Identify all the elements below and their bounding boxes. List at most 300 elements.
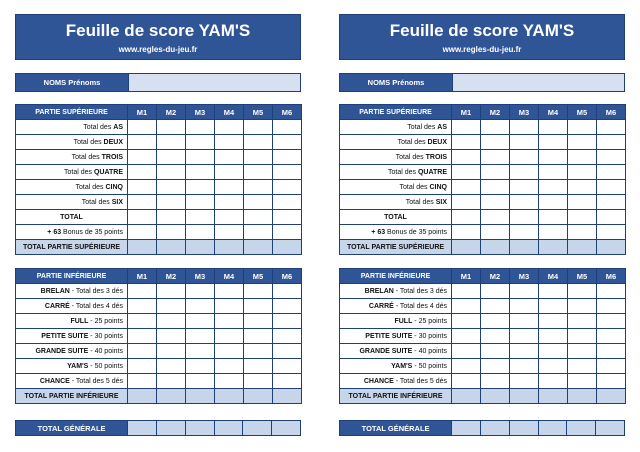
row-label-suffix: Bonus de 35 points (385, 228, 447, 236)
row-label-keyword: TROIS (101, 153, 123, 161)
score-cell[interactable] (481, 299, 510, 314)
score-cell[interactable] (244, 225, 273, 240)
score-cell[interactable] (273, 284, 302, 299)
score-cell[interactable] (244, 329, 273, 344)
row-label-keyword: CHANCE (39, 377, 70, 385)
score-cell[interactable] (510, 299, 539, 314)
score-cell[interactable] (481, 374, 510, 389)
row-label-prefix: Total des (405, 198, 436, 206)
score-cell[interactable] (157, 374, 186, 389)
row-label (340, 344, 452, 359)
score-cell[interactable] (510, 135, 539, 150)
score-cell[interactable] (186, 359, 215, 374)
score-cell[interactable] (539, 329, 568, 344)
score-cell[interactable] (128, 359, 157, 374)
total-cell[interactable] (452, 240, 481, 255)
score-cell[interactable] (452, 359, 481, 374)
row-label (340, 284, 452, 299)
score-row (340, 120, 626, 135)
score-cell[interactable] (128, 225, 157, 240)
row-label-suffix: - 25 points (88, 317, 123, 325)
score-row (340, 165, 626, 180)
score-row (340, 180, 626, 195)
score-cell[interactable] (244, 165, 273, 180)
total-cell[interactable] (244, 240, 273, 255)
score-cell[interactable] (215, 284, 244, 299)
score-cell[interactable] (186, 284, 215, 299)
row-label-suffix: - Total des 5 dés (393, 377, 447, 385)
score-cell[interactable] (215, 225, 244, 240)
score-cell[interactable] (452, 314, 481, 329)
grand-total-cell[interactable] (242, 421, 271, 435)
score-cell[interactable] (481, 180, 510, 195)
score-cell[interactable] (597, 120, 626, 135)
score-cell[interactable] (568, 329, 597, 344)
row-label (16, 210, 128, 225)
score-cell[interactable] (157, 329, 186, 344)
score-row (16, 120, 302, 135)
score-cell[interactable] (128, 284, 157, 299)
grand-total-cell[interactable] (538, 421, 567, 435)
score-cell[interactable] (244, 195, 273, 210)
row-label-prefix: Total des (399, 183, 430, 191)
score-cell[interactable] (244, 150, 273, 165)
score-cell[interactable] (128, 120, 157, 135)
score-cell[interactable] (128, 180, 157, 195)
score-cell[interactable] (128, 344, 157, 359)
score-cell[interactable] (510, 150, 539, 165)
score-cell[interactable] (539, 359, 568, 374)
score-cell[interactable] (568, 284, 597, 299)
score-cell[interactable] (157, 165, 186, 180)
row-label-suffix: - 50 points (412, 362, 447, 370)
row-label-keyword: BRELAN (40, 287, 70, 295)
score-cell[interactable] (186, 165, 215, 180)
score-cell[interactable] (568, 225, 597, 240)
row-label-prefix: Total des (407, 123, 438, 131)
score-cell[interactable] (186, 299, 215, 314)
score-cell[interactable] (597, 195, 626, 210)
score-cell[interactable] (157, 135, 186, 150)
score-cell[interactable] (510, 210, 539, 225)
player-column-header: M5 (568, 105, 597, 120)
score-cell[interactable] (481, 150, 510, 165)
row-label (340, 120, 452, 135)
row-label-prefix: Total des (397, 138, 428, 146)
total-cell[interactable] (568, 389, 597, 404)
grand-total-cell[interactable] (185, 421, 214, 435)
score-cell[interactable] (568, 210, 597, 225)
score-cell[interactable] (244, 180, 273, 195)
score-cell[interactable] (452, 180, 481, 195)
score-cell[interactable] (597, 180, 626, 195)
row-label-suffix: - 30 points (412, 332, 447, 340)
grand-total-row (15, 420, 301, 436)
total-cell[interactable] (452, 389, 481, 404)
sheet-title: Feuille de score YAM'S (389, 21, 575, 40)
row-label (340, 225, 452, 240)
score-row (340, 225, 626, 240)
total-cell[interactable] (481, 389, 510, 404)
score-cell[interactable] (539, 150, 568, 165)
grand-total-cell[interactable] (127, 421, 156, 435)
player-column-header: M4 (215, 269, 244, 284)
score-cell[interactable] (186, 344, 215, 359)
score-cell[interactable] (510, 374, 539, 389)
score-cell[interactable] (452, 150, 481, 165)
score-cell[interactable] (510, 359, 539, 374)
row-label (16, 359, 128, 374)
score-cell[interactable] (215, 195, 244, 210)
row-label-keyword: CHANCE (363, 377, 394, 385)
score-row (340, 374, 626, 389)
lower-section-table (15, 268, 302, 404)
score-cell[interactable] (539, 374, 568, 389)
score-cell[interactable] (157, 284, 186, 299)
row-label (16, 120, 128, 135)
score-cell[interactable] (128, 150, 157, 165)
row-label-prefix: Total des (63, 168, 94, 176)
score-cell[interactable] (273, 165, 302, 180)
total-cell[interactable] (597, 389, 626, 404)
score-cell[interactable] (597, 210, 626, 225)
score-cell[interactable] (273, 314, 302, 329)
section-header: PARTIE INFÉRIEURE (340, 269, 452, 284)
score-cell[interactable] (481, 120, 510, 135)
total-cell[interactable] (128, 389, 157, 404)
score-cell[interactable] (273, 180, 302, 195)
row-label (16, 284, 128, 299)
score-cell[interactable] (539, 314, 568, 329)
score-cell[interactable] (597, 284, 626, 299)
score-cell[interactable] (452, 225, 481, 240)
row-label-keyword: CARRÉ (44, 302, 70, 310)
names-label: NOMS Prénoms (16, 74, 128, 91)
total-cell[interactable] (510, 240, 539, 255)
total-cell[interactable] (273, 240, 302, 255)
row-label-keyword: AS (437, 123, 447, 131)
row-label-keyword: DEUX (427, 138, 447, 146)
score-cell[interactable] (128, 210, 157, 225)
score-cell[interactable] (568, 344, 597, 359)
score-cell[interactable] (597, 329, 626, 344)
score-cell[interactable] (273, 374, 302, 389)
score-cell[interactable] (244, 344, 273, 359)
total-cell[interactable] (539, 389, 568, 404)
score-row (16, 284, 302, 299)
score-cell[interactable] (157, 344, 186, 359)
score-cell[interactable] (157, 299, 186, 314)
section-header-row (340, 105, 626, 120)
grand-total-cell[interactable] (566, 421, 595, 435)
score-cell[interactable] (597, 374, 626, 389)
score-cell[interactable] (273, 195, 302, 210)
score-cell[interactable] (510, 180, 539, 195)
grand-total-label: TOTAL GÉNÉRALE (16, 421, 127, 435)
player-column-header: M3 (186, 269, 215, 284)
score-cell[interactable] (128, 299, 157, 314)
score-cell[interactable] (215, 344, 244, 359)
score-cell[interactable] (186, 135, 215, 150)
score-cell[interactable] (157, 150, 186, 165)
row-label (340, 210, 452, 225)
score-cell[interactable] (597, 299, 626, 314)
score-cell[interactable] (273, 135, 302, 150)
score-cell[interactable] (452, 210, 481, 225)
score-cell[interactable] (244, 135, 273, 150)
score-cell[interactable] (568, 135, 597, 150)
score-row (340, 299, 626, 314)
total-cell[interactable] (186, 240, 215, 255)
score-cell[interactable] (481, 359, 510, 374)
score-cell[interactable] (452, 165, 481, 180)
score-cell[interactable] (481, 344, 510, 359)
score-cell[interactable] (481, 329, 510, 344)
row-label-suffix: Bonus de 35 points (61, 228, 123, 236)
total-cell[interactable] (568, 240, 597, 255)
grand-total-cell[interactable] (214, 421, 243, 435)
player-column-header: M6 (597, 269, 626, 284)
score-cell[interactable] (157, 225, 186, 240)
score-cell[interactable] (186, 225, 215, 240)
total-cell[interactable] (510, 389, 539, 404)
score-cell[interactable] (215, 314, 244, 329)
score-cell[interactable] (510, 195, 539, 210)
row-label (340, 314, 452, 329)
score-cell[interactable] (128, 195, 157, 210)
total-cell[interactable] (244, 389, 273, 404)
score-cell[interactable] (128, 329, 157, 344)
total-cell[interactable] (157, 240, 186, 255)
score-cell[interactable] (568, 150, 597, 165)
total-cell[interactable] (128, 240, 157, 255)
score-cell[interactable] (510, 329, 539, 344)
score-cell[interactable] (510, 344, 539, 359)
score-cell[interactable] (186, 150, 215, 165)
score-cell[interactable] (452, 329, 481, 344)
score-cell[interactable] (597, 225, 626, 240)
grand-total-cell[interactable] (156, 421, 185, 435)
score-cell[interactable] (186, 195, 215, 210)
score-cell[interactable] (273, 344, 302, 359)
score-cell[interactable] (568, 359, 597, 374)
total-cell[interactable] (215, 240, 244, 255)
score-cell[interactable] (186, 210, 215, 225)
score-cell[interactable] (597, 165, 626, 180)
row-label-keyword: TOTAL (384, 213, 407, 221)
grand-total-label: TOTAL GÉNÉRALE (340, 421, 451, 435)
score-cell[interactable] (128, 314, 157, 329)
names-input[interactable] (452, 74, 624, 91)
grand-total-cell[interactable] (595, 421, 624, 435)
score-cell[interactable] (128, 135, 157, 150)
score-cell[interactable] (244, 299, 273, 314)
score-cell[interactable] (273, 359, 302, 374)
score-cell[interactable] (244, 359, 273, 374)
row-label-prefix: Total des (75, 183, 106, 191)
score-cell[interactable] (539, 299, 568, 314)
score-cell[interactable] (244, 374, 273, 389)
score-cell[interactable] (481, 135, 510, 150)
score-cell[interactable] (481, 225, 510, 240)
score-cell[interactable] (186, 329, 215, 344)
score-cell[interactable] (215, 359, 244, 374)
row-label-suffix: - 40 points (412, 347, 447, 355)
score-cell[interactable] (273, 329, 302, 344)
score-row (340, 359, 626, 374)
player-column-header: M3 (510, 269, 539, 284)
row-label (340, 165, 452, 180)
row-label-keyword: TROIS (425, 153, 447, 161)
score-cell[interactable] (568, 314, 597, 329)
score-cell[interactable] (597, 150, 626, 165)
score-row (340, 210, 626, 225)
section-header-row (16, 269, 302, 284)
score-cell[interactable] (273, 225, 302, 240)
row-label-keyword: SIX (435, 198, 447, 206)
score-cell[interactable] (452, 374, 481, 389)
score-cell[interactable] (244, 120, 273, 135)
score-cell[interactable] (157, 314, 186, 329)
score-cell[interactable] (215, 299, 244, 314)
score-cell[interactable] (568, 195, 597, 210)
score-cell[interactable] (481, 284, 510, 299)
score-cell[interactable] (510, 284, 539, 299)
score-cell[interactable] (510, 120, 539, 135)
score-cell[interactable] (539, 344, 568, 359)
row-label (16, 180, 128, 195)
score-cell[interactable] (452, 195, 481, 210)
total-cell[interactable] (597, 240, 626, 255)
score-cell[interactable] (215, 150, 244, 165)
score-cell[interactable] (568, 180, 597, 195)
row-label-prefix: Total des (395, 153, 426, 161)
score-cell[interactable] (539, 135, 568, 150)
grand-total-cell[interactable] (509, 421, 538, 435)
total-cell[interactable] (186, 389, 215, 404)
score-cell[interactable] (157, 120, 186, 135)
score-cell[interactable] (215, 120, 244, 135)
names-row (339, 73, 625, 92)
score-cell[interactable] (510, 165, 539, 180)
player-column-header: M5 (244, 269, 273, 284)
score-cell[interactable] (597, 314, 626, 329)
score-cell[interactable] (597, 344, 626, 359)
total-cell[interactable] (481, 240, 510, 255)
row-label (16, 225, 128, 240)
score-cell[interactable] (568, 299, 597, 314)
score-cell[interactable] (273, 210, 302, 225)
score-cell[interactable] (539, 195, 568, 210)
score-cell[interactable] (539, 210, 568, 225)
score-cell[interactable] (244, 210, 273, 225)
score-cell[interactable] (157, 180, 186, 195)
score-cell[interactable] (157, 195, 186, 210)
score-cell[interactable] (186, 120, 215, 135)
grand-total-cell[interactable] (451, 421, 480, 435)
score-cell[interactable] (568, 165, 597, 180)
upper-section-table (339, 104, 626, 255)
score-cell[interactable] (128, 374, 157, 389)
score-cell[interactable] (539, 165, 568, 180)
row-label-suffix: - Total des 4 dés (69, 302, 123, 310)
score-cell[interactable] (452, 299, 481, 314)
total-cell[interactable] (539, 240, 568, 255)
score-cell[interactable] (244, 314, 273, 329)
player-column-header: M2 (157, 105, 186, 120)
total-cell[interactable] (215, 389, 244, 404)
score-cell[interactable] (215, 135, 244, 150)
score-cell[interactable] (510, 314, 539, 329)
section-total-label: TOTAL PARTIE SUPÉRIEURE (340, 240, 452, 255)
score-cell[interactable] (481, 165, 510, 180)
score-cell[interactable] (510, 225, 539, 240)
grand-total-cell[interactable] (271, 421, 300, 435)
score-cell[interactable] (273, 120, 302, 135)
row-label-prefix: Total des (73, 138, 104, 146)
score-row (16, 344, 302, 359)
score-cell[interactable] (215, 180, 244, 195)
sheet-title: Feuille de score YAM'S (65, 21, 251, 40)
score-cell[interactable] (244, 284, 273, 299)
row-label-prefix: Total des (71, 153, 102, 161)
score-cell[interactable] (157, 359, 186, 374)
score-cell[interactable] (597, 359, 626, 374)
score-cell[interactable] (568, 374, 597, 389)
score-row (340, 314, 626, 329)
score-cell[interactable] (481, 210, 510, 225)
score-cell[interactable] (539, 120, 568, 135)
score-cell[interactable] (452, 284, 481, 299)
score-cell[interactable] (452, 135, 481, 150)
total-cell[interactable] (273, 389, 302, 404)
score-cell[interactable] (597, 135, 626, 150)
score-cell[interactable] (215, 329, 244, 344)
player-column-header: M2 (481, 269, 510, 284)
score-cell[interactable] (539, 180, 568, 195)
row-label-suffix: - Total des 4 dés (393, 302, 447, 310)
score-cell[interactable] (186, 374, 215, 389)
score-cell[interactable] (568, 120, 597, 135)
total-cell[interactable] (157, 389, 186, 404)
row-label-suffix: - 50 points (88, 362, 123, 370)
score-cell[interactable] (481, 195, 510, 210)
score-cell[interactable] (128, 165, 157, 180)
score-cell[interactable] (273, 299, 302, 314)
row-label-prefix: Total des (387, 168, 418, 176)
score-cell[interactable] (481, 314, 510, 329)
score-cell[interactable] (539, 225, 568, 240)
score-cell[interactable] (539, 284, 568, 299)
score-cell[interactable] (157, 210, 186, 225)
player-column-header: M4 (539, 269, 568, 284)
grand-total-cell[interactable] (480, 421, 509, 435)
row-label-keyword: GRANDE SUITE (35, 347, 89, 355)
score-cell[interactable] (186, 180, 215, 195)
score-cell[interactable] (452, 344, 481, 359)
score-cell[interactable] (215, 374, 244, 389)
row-label-suffix: - Total des 3 dés (69, 287, 123, 295)
score-cell[interactable] (186, 314, 215, 329)
score-cell[interactable] (452, 120, 481, 135)
section-total-label: TOTAL PARTIE INFÉRIEURE (16, 389, 128, 404)
names-input[interactable] (128, 74, 300, 91)
row-label-suffix: - Total des 3 dés (393, 287, 447, 295)
score-cell[interactable] (215, 210, 244, 225)
score-row (16, 150, 302, 165)
score-cell[interactable] (273, 150, 302, 165)
score-cell[interactable] (215, 165, 244, 180)
